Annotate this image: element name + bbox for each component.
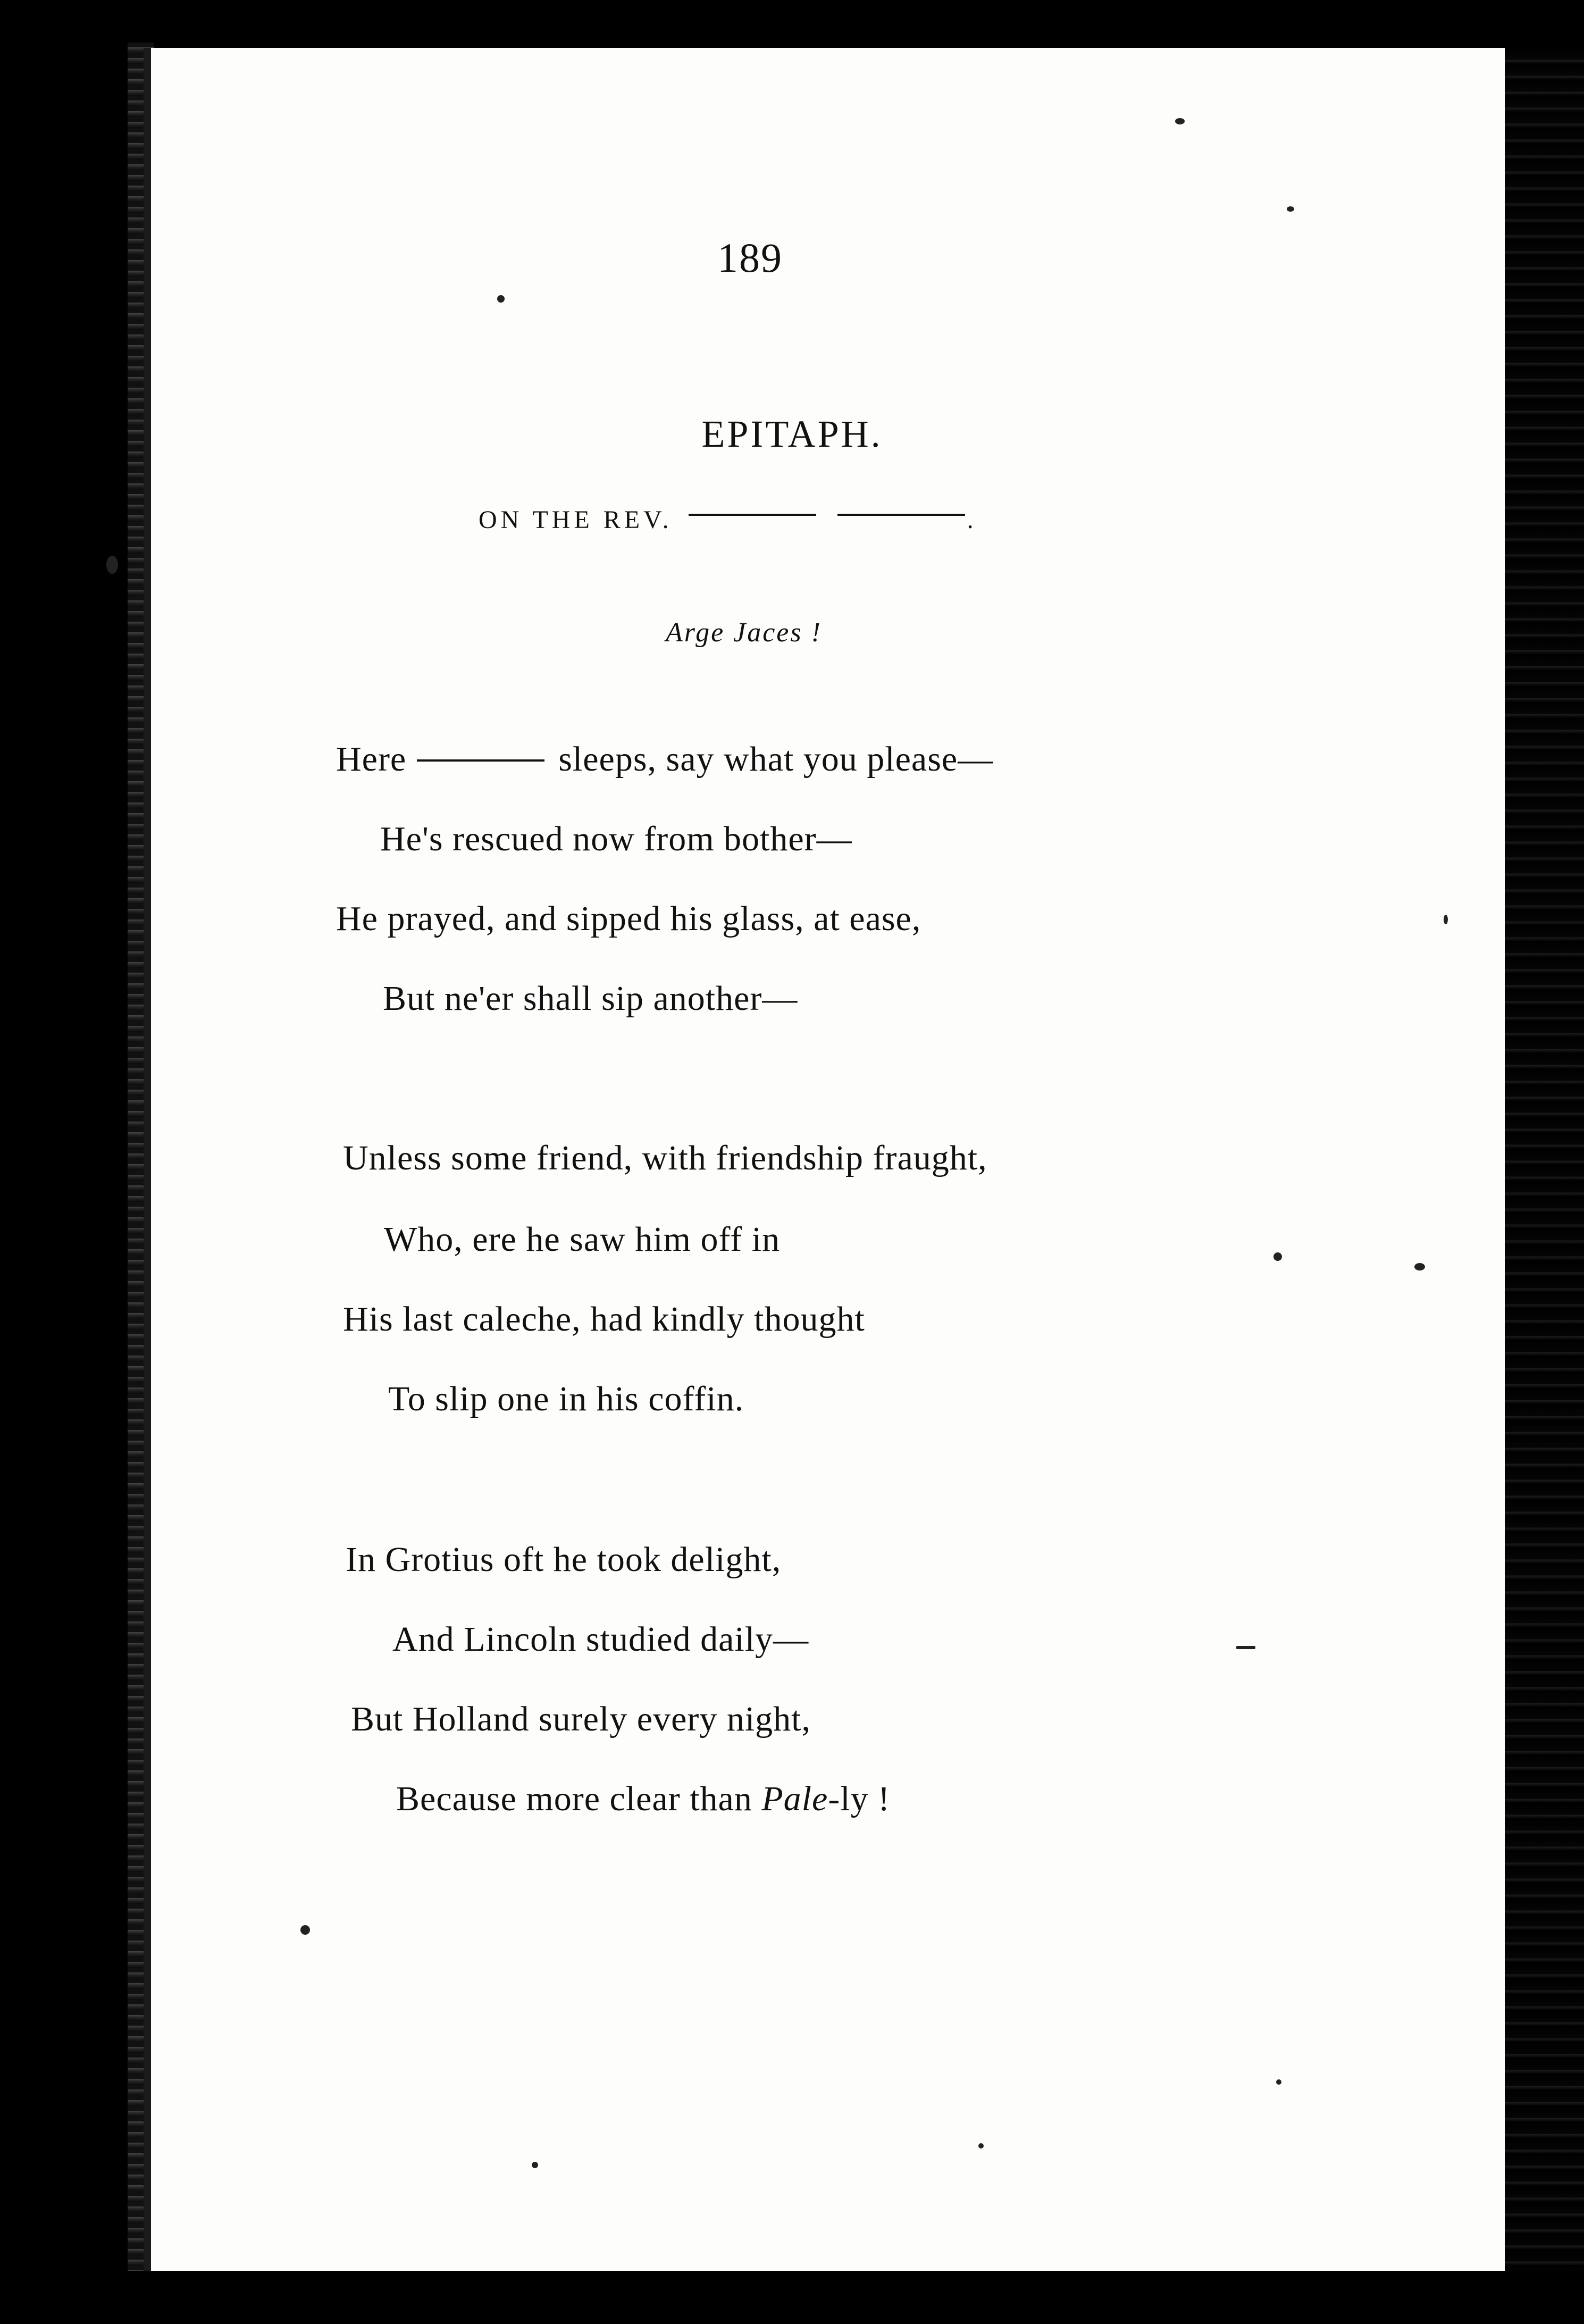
- name-omission-rule: [417, 759, 544, 762]
- scan-border-right: [1505, 48, 1584, 2281]
- verse-line: Unless some friend, with friendship fraught,: [343, 1139, 987, 1177]
- verse-line: Who, ere he saw him off in: [384, 1220, 781, 1259]
- scan-border-bottom: [0, 2271, 1584, 2324]
- verse-line: In Grotius oft he took delight,: [346, 1540, 782, 1579]
- page-number: 189: [717, 235, 783, 281]
- scan-speck: [978, 2143, 984, 2149]
- verse-line: And Lincoln studied daily—: [392, 1620, 809, 1659]
- name-omission-rule: [837, 514, 965, 516]
- scan-speck: [1414, 1263, 1425, 1270]
- scan-speck: [1287, 206, 1294, 212]
- scan-speck: [106, 556, 118, 574]
- verse-line: His last caleche, had kindly thought: [343, 1300, 865, 1339]
- scan-speck: [300, 1925, 310, 1935]
- scan-speck: [1236, 1646, 1255, 1649]
- verse-line: He prayed, and sipped his glass, at ease,: [336, 899, 921, 938]
- verse-italic-pun: Pale: [761, 1779, 828, 1818]
- scan-speck: [532, 2162, 538, 2168]
- verse-line: [336, 739, 993, 780]
- subtitle-text: ON THE REV.: [479, 506, 673, 534]
- poem-motto: Arge Jaces !: [666, 617, 822, 648]
- scan-speck: [1276, 2079, 1281, 2085]
- scan-border-top: [0, 0, 1584, 53]
- verse-line: But ne'er shall sip another—: [383, 979, 798, 1018]
- verse-text: sleeps, say what you please—: [558, 740, 994, 779]
- poem-title: EPITAPH.: [701, 413, 883, 455]
- verse-line: But Holland surely every night,: [351, 1700, 811, 1738]
- scan-speck: [1444, 915, 1448, 924]
- verse-text: -ly !: [828, 1779, 891, 1818]
- name-omission-rule: [689, 514, 816, 516]
- verse-line: [396, 1779, 890, 1819]
- subtitle-end: .: [967, 506, 977, 534]
- scan-speck: [1175, 118, 1185, 124]
- verse-text: Because more clear than: [396, 1779, 762, 1818]
- verse-line: To slip one in his coffin.: [388, 1380, 744, 1418]
- poem-subtitle: [479, 505, 977, 534]
- verse-text: Here: [336, 740, 407, 779]
- scan-speck: [1273, 1252, 1282, 1261]
- verse-line: He's rescued now from bother—: [380, 820, 852, 858]
- scan-speck: [497, 295, 505, 303]
